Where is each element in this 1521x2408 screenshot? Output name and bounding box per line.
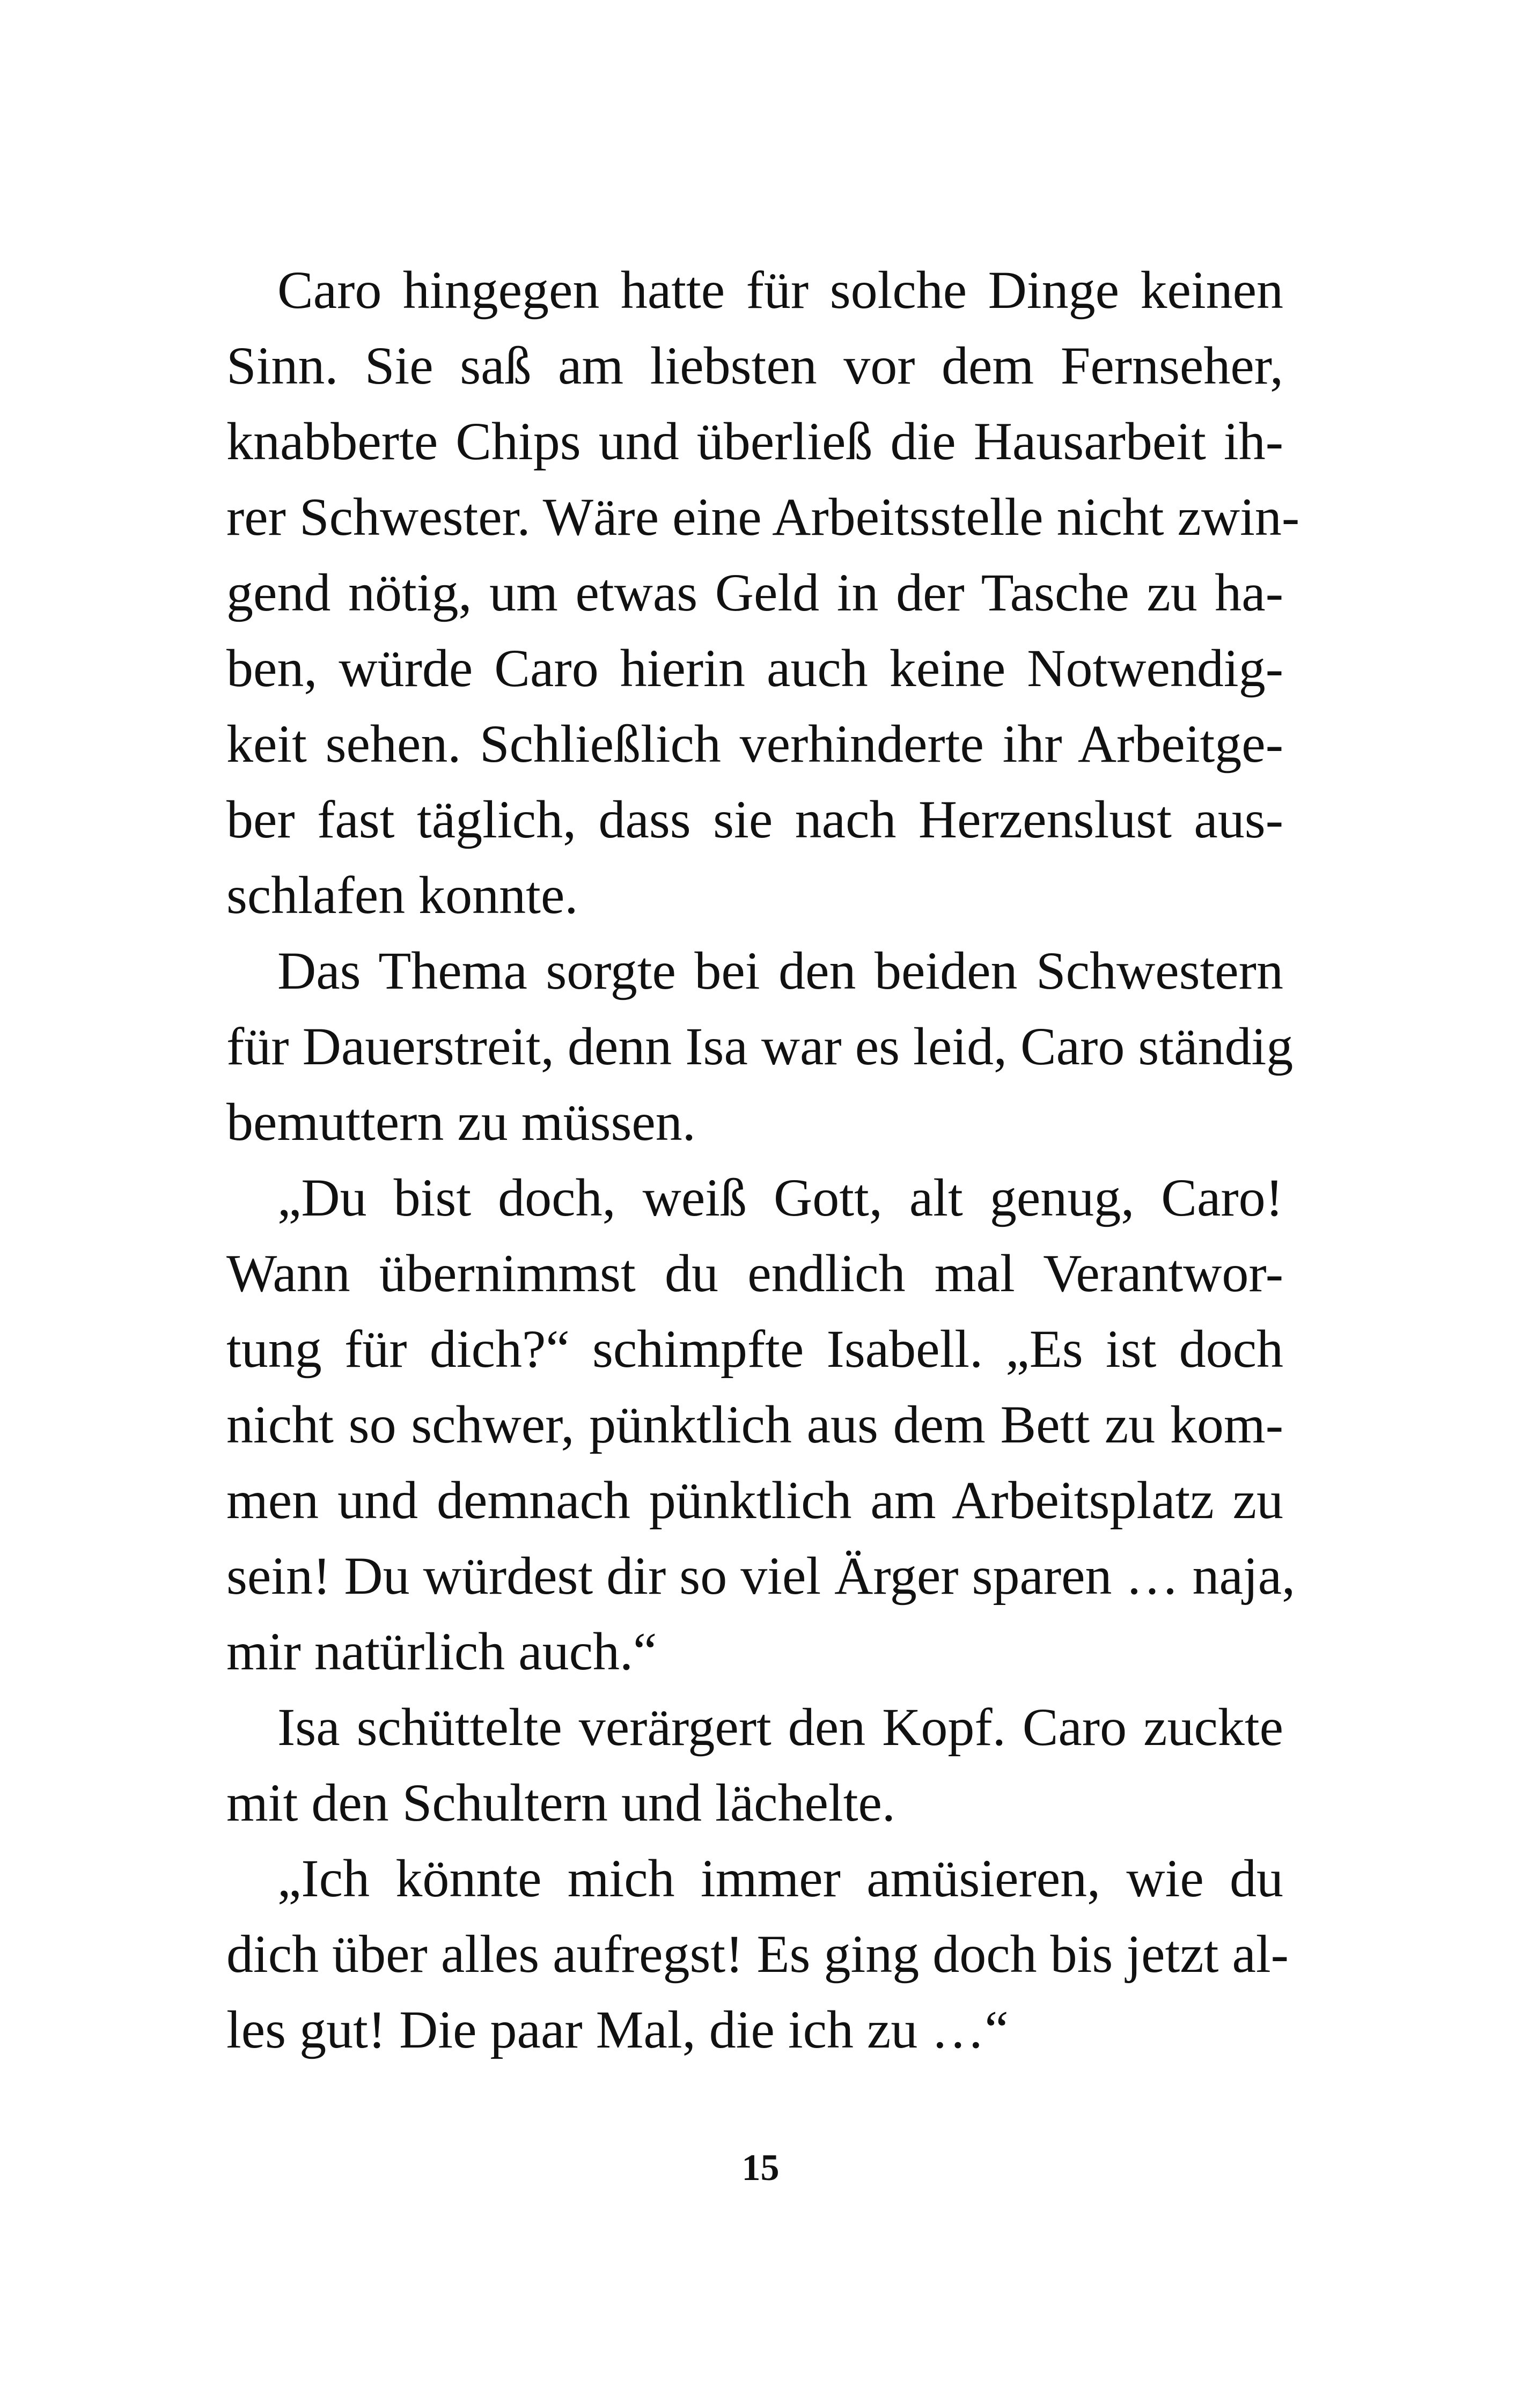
text-line: knabberte Chips und überließ die Hausarbeit ih- xyxy=(226,411,1283,471)
text-line: Wann übernimmst du endlich mal Verantwor- xyxy=(226,1243,1283,1303)
paragraph-1 xyxy=(226,252,1300,933)
text-line: Sinn. Sie saß am liebsten vor dem Fernseher, xyxy=(226,336,1283,395)
text-line: ben, würde Caro hierin auch keine Notwendig- xyxy=(226,638,1283,698)
text-line: Caro hingegen hatte für solche Dinge keinen xyxy=(277,260,1283,320)
paragraph-5 xyxy=(226,1840,1289,2067)
paragraph-2 xyxy=(226,933,1294,1160)
text-line: gend nötig, um etwas Geld in der Tasche zu ha- xyxy=(226,563,1283,622)
page-number: 15 xyxy=(741,2147,780,2189)
text-line: Isa schüttelte verärgert den Kopf. Caro zuckte xyxy=(277,1697,1283,1757)
text-line: bemuttern zu müssen. xyxy=(226,1092,696,1152)
body-text xyxy=(226,252,1300,2067)
text-line: „Du bist doch, weiß Gott, alt genug, Caro! xyxy=(277,1168,1283,1227)
text-line: nicht so schwer, pünktlich aus dem Bett zu kom- xyxy=(226,1395,1283,1454)
text-line: men und demnach pünktlich am Arbeitsplatz zu xyxy=(226,1470,1283,1530)
text-line: sein! Du würdest dir so viel Ärger sparen … naja, xyxy=(226,1546,1296,1606)
text-line: mit den Schultern und lächelte. xyxy=(226,1773,895,1832)
paragraph-3 xyxy=(226,1160,1296,1689)
text-line: dich über alles aufregst! Es ging doch bis jetzt al- xyxy=(226,1924,1289,1984)
text-line: für Dauerstreit, denn Isa war es leid, Caro ständig xyxy=(226,1017,1294,1076)
text-line: keit sehen. Schließlich verhinderte ihr Arbeitge- xyxy=(226,714,1283,774)
text-line: mir natürlich auch.“ xyxy=(226,1622,657,1681)
paragraph-4 xyxy=(226,1689,1283,1840)
text-line: tung für dich?“ schimpfte Isabell. „Es ist doch xyxy=(226,1319,1283,1379)
text-line: Das Thema sorgte bei den beiden Schwestern xyxy=(277,941,1283,1000)
text-line: „Ich könnte mich immer amüsieren, wie du xyxy=(277,1849,1283,1908)
text-line: rer Schwester. Wäre eine Arbeitsstelle nicht zwin- xyxy=(226,487,1300,547)
text-line: les gut! Die paar Mal, die ich zu …“ xyxy=(226,2000,1009,2059)
text-line: schlafen konnte. xyxy=(226,865,578,925)
text-line: ber fast täglich, dass sie nach Herzenslust aus- xyxy=(226,790,1283,849)
